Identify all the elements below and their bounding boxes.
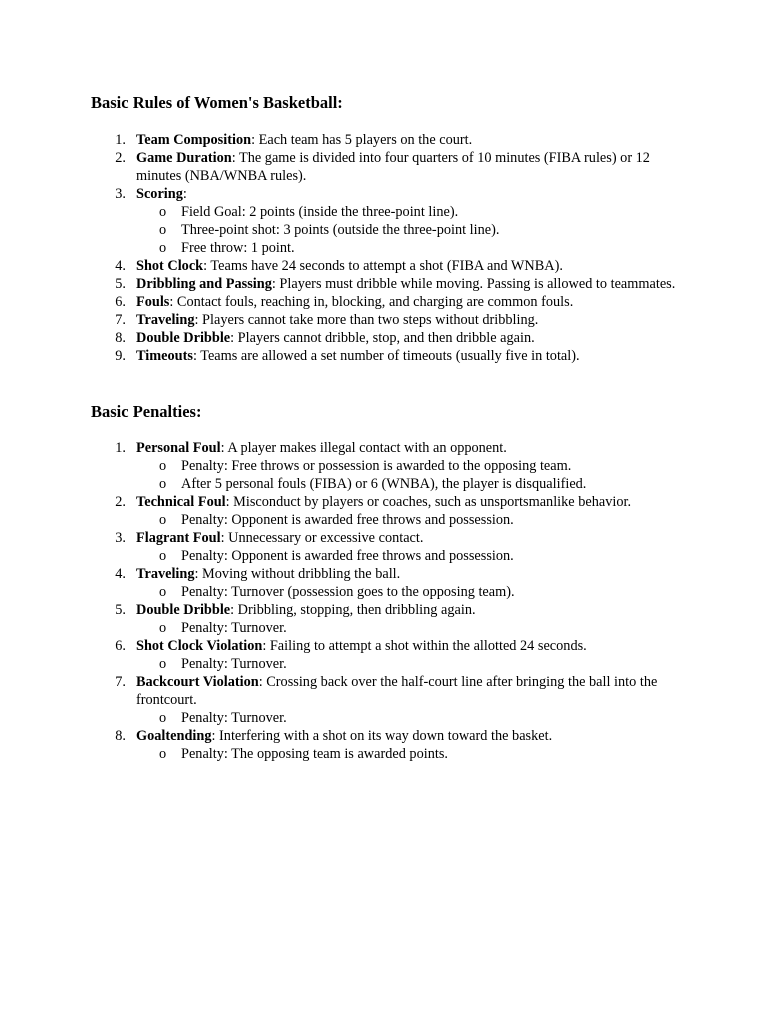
bullet-icon: o <box>159 548 167 564</box>
sub-list <box>136 709 681 727</box>
penalties-heading: Basic Penalties: <box>91 402 202 421</box>
item-number: 4. <box>115 258 126 274</box>
list-item <box>91 565 681 601</box>
sub-list <box>136 619 681 637</box>
item-text: : Failing to attempt a shot within the allotted 24 seconds. <box>262 638 587 654</box>
item-number: 2. <box>115 150 126 166</box>
sub-list-item <box>136 547 681 565</box>
item-number: 1. <box>115 132 126 148</box>
sub-list-item <box>136 457 681 475</box>
sub-list-item <box>136 475 681 493</box>
list-item <box>91 601 681 637</box>
sub-item-text: Penalty: Turnover. <box>181 710 287 726</box>
list-item <box>91 293 681 311</box>
item-term: Fouls <box>136 294 170 310</box>
bullet-icon: o <box>159 240 167 256</box>
bullet-icon: o <box>159 476 167 492</box>
item-term: Dribbling and Passing <box>136 276 272 292</box>
bullet-icon: o <box>159 204 167 220</box>
bullet-icon: o <box>159 222 167 238</box>
sub-list <box>136 547 681 565</box>
sub-list-item <box>136 221 681 239</box>
bullet-icon: o <box>159 620 167 636</box>
sub-item-text: Penalty: Opponent is awarded free throws and possession. <box>181 548 514 564</box>
item-term: Double Dribble <box>136 602 231 618</box>
item-term: Shot Clock Violation <box>136 638 263 654</box>
item-number: 3. <box>115 186 126 202</box>
list-item <box>91 347 681 365</box>
item-term: Backcourt Violation <box>136 674 259 690</box>
item-number: 2. <box>115 494 126 510</box>
item-term: Scoring <box>136 186 183 202</box>
item-term: Personal Foul <box>136 440 221 456</box>
sub-item-text: Penalty: Free throws or possession is awarded to the opposing team. <box>181 458 572 474</box>
item-text: : Unnecessary or excessive contact. <box>220 530 424 546</box>
item-term: Traveling <box>136 312 195 328</box>
list-item <box>91 637 681 673</box>
rules-heading: Basic Rules of Women's Basketball: <box>91 93 343 112</box>
item-text: : Players must dribble while moving. Passing is allowed to teammates. <box>271 276 676 292</box>
sub-list-item <box>136 511 681 529</box>
item-term: Double Dribble <box>136 330 231 346</box>
item-text: : Crossing back over the half-court line after bringing the ball into the frontcourt. <box>136 674 658 708</box>
item-number: 8. <box>115 330 126 346</box>
sub-list <box>136 457 681 493</box>
item-number: 7. <box>115 674 126 690</box>
bullet-icon: o <box>159 746 167 762</box>
list-item <box>91 673 681 727</box>
bullet-icon: o <box>159 584 167 600</box>
sub-item-text: Penalty: The opposing team is awarded points. <box>181 746 448 762</box>
item-text: : Players cannot take more than two steps without dribbling. <box>194 312 539 328</box>
item-number: 4. <box>115 566 126 582</box>
sub-list <box>136 583 681 601</box>
sub-item-text: Free throw: 1 point. <box>181 240 295 256</box>
item-term: Flagrant Foul <box>136 530 221 546</box>
list-item <box>91 257 681 275</box>
item-text: : Moving without dribbling the ball. <box>194 566 401 582</box>
item-text: : Teams are allowed a set number of timeouts (usually five in total). <box>192 348 580 364</box>
list-item <box>91 439 681 493</box>
item-term: Goaltending <box>136 728 212 744</box>
item-number: 3. <box>115 530 126 546</box>
item-number: 9. <box>115 348 126 364</box>
item-text: : Misconduct by players or coaches, such as unsportsmanlike behavior. <box>225 494 632 510</box>
sub-item-text: Penalty: Turnover (possession goes to the opposing team). <box>181 584 515 600</box>
sub-item-text: Penalty: Turnover. <box>181 620 287 636</box>
list-item <box>91 493 681 529</box>
list-item <box>91 329 681 347</box>
bullet-icon: o <box>159 710 167 726</box>
list-item <box>91 529 681 565</box>
penalties-list <box>91 439 681 763</box>
list-item <box>91 311 681 329</box>
item-number: 5. <box>115 602 126 618</box>
item-text: : A player makes illegal contact with an opponent. <box>220 440 507 456</box>
sub-item-text: Field Goal: 2 points (inside the three-point line). <box>181 204 459 220</box>
sub-item-text: Penalty: Opponent is awarded free throws and possession. <box>181 512 514 528</box>
list-item <box>91 275 681 293</box>
sub-list-item <box>136 239 681 257</box>
sub-item-text: After 5 personal fouls (FIBA) or 6 (WNBA), the player is disqualified. <box>181 476 587 492</box>
list-item <box>91 185 681 257</box>
bullet-icon: o <box>159 458 167 474</box>
item-number: 5. <box>115 276 126 292</box>
item-text: : <box>182 186 187 202</box>
sub-list-item <box>136 745 681 763</box>
item-term: Traveling <box>136 566 195 582</box>
sub-list-item <box>136 655 681 673</box>
item-number: 6. <box>115 294 126 310</box>
item-term: Game Duration <box>136 150 232 166</box>
sub-list <box>136 203 681 257</box>
item-text: : Interfering with a shot on its way down toward the basket. <box>211 728 553 744</box>
sub-list-item <box>136 619 681 637</box>
rules-list <box>91 131 681 365</box>
bullet-icon: o <box>159 512 167 528</box>
item-text: : Players cannot dribble, stop, and then dribble again. <box>230 330 535 346</box>
list-item <box>91 727 681 763</box>
item-text: : Contact fouls, reaching in, blocking, and charging are common fouls. <box>169 294 574 310</box>
item-term: Shot Clock <box>136 258 204 274</box>
bullet-icon: o <box>159 656 167 672</box>
item-term: Technical Foul <box>136 494 226 510</box>
item-text: : The game is divided into four quarters of 10 minutes (FIBA rules) or 12 minutes (NBA/WNBA rules). <box>136 150 650 184</box>
sub-list <box>136 511 681 529</box>
item-text: : Each team has 5 players on the court. <box>251 132 473 148</box>
sub-list-item <box>136 709 681 727</box>
item-number: 1. <box>115 440 126 456</box>
sub-list <box>136 745 681 763</box>
sub-item-text: Three-point shot: 3 points (outside the three-point line). <box>181 222 500 238</box>
item-text: : Teams have 24 seconds to attempt a shot (FIBA and WNBA). <box>203 258 563 274</box>
item-number: 7. <box>115 312 126 328</box>
item-term: Timeouts <box>136 348 193 364</box>
item-term: Team Composition <box>136 132 252 148</box>
item-number: 6. <box>115 638 126 654</box>
item-number: 8. <box>115 728 126 744</box>
sub-item-text: Penalty: Turnover. <box>181 656 287 672</box>
list-item <box>91 131 681 149</box>
sub-list <box>136 655 681 673</box>
sub-list-item <box>136 203 681 221</box>
sub-list-item <box>136 583 681 601</box>
item-text: : Dribbling, stopping, then dribbling again. <box>230 602 476 618</box>
list-item <box>91 149 681 185</box>
